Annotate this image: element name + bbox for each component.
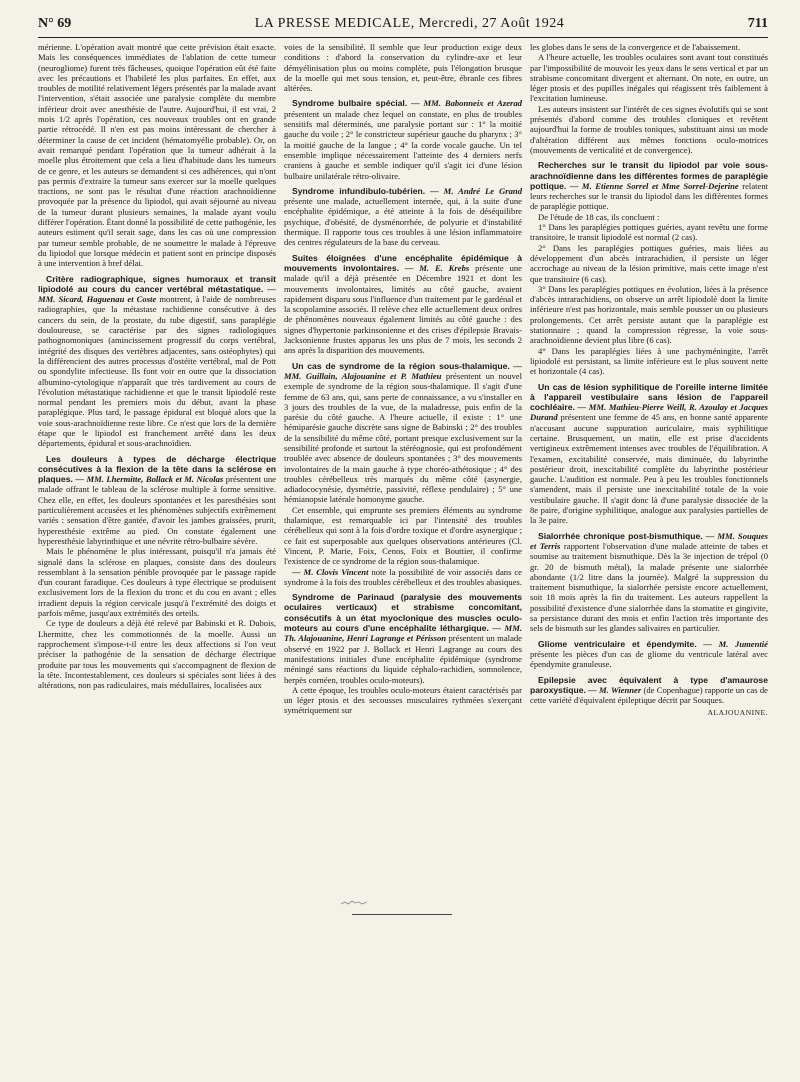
journal-title: LA PRESSE MEDICALE, Mercredi, 27 Août 1924 <box>254 16 565 31</box>
section-authors: — MM. Th. Alajouanine, Henri Lagrange et Périsson <box>284 623 522 644</box>
section <box>284 361 522 588</box>
page-number: 711 <box>747 16 768 31</box>
section-title: Un cas de lésion syphilitique de l'oreille interne limitée à l'appareil vestibulaire sans lésion de l'appareil cochléaire. <box>530 381 768 413</box>
paragraph: présentent un nouvel exemple de syndrome de la région sous-thalamique. Il s'agit d'une femme de 63 ans, qui, sans perte de connaissance, a vu s'installer en 3 jours des troubles de la vue, de la maladresse, puis enfin de la parésie du côté gauche. A l'heure actuelle, il existe : 1° une hémiparésie gauche discrète sans signe de Babinski ; 2° des troubles de la sensibilité du même côté, portant presque exclusivement sur la sensibilité profonde et surtout la stéréognosie, qui est profondément troublée avec absence de douleurs spontanées ; 3° des mouvements involontaires de la main gauche à type choréo-athétosique ; 4° des troubles cérébelleux très marqués du même côté (asynergie, adiadococynésie, dysmétrie, passivité, réflexe pendulaire) ; 5° une hémianopsie latérale homonyme gauche. <box>284 370 522 505</box>
section-authors: — MM. Guillain, Alajouanine et P. Mathieu <box>284 360 522 381</box>
section <box>530 382 768 526</box>
section <box>38 454 276 691</box>
paragraph: présentent une malade offrant le tableau de la sclérose multiple à forme sensitive. Chez elle, en effet, les douleurs spontanées et les paresthésies sont particulièrement accusées et les phénomènes subjectifs extrêmement variés : sensation d'être gantée, d'avoir les jambes graissées, prurit, hyperesthésie extrême au pied. On constate également une hyperesthésie labyrinthique et une névrite rétro-bulbaire sévère. <box>38 474 276 546</box>
paragraph: rapportent l'observation d'une malade atteinte de tabes et soumise au traitement bismuthique. Dès la 3e injection de trépol (0 gr. 20 de bismuth métal), la malade présente une sialorrhée abondante (1/2 litre dans la journée). Malgré la suppression du traitement bismuthique, la sialorrhée persiste encore actuellement, soit 18 mois après la fin du traitement. Les auteurs rappellent la possibilité d'existence d'une sialorrhée dans la stomatite et gingivite, sa persistance durant des mois et enfin l'action très importante des sels de bismuth sur les glandes salivaires en particulier. <box>530 540 768 634</box>
article-columns <box>38 42 768 897</box>
section <box>530 639 768 670</box>
list-item: 3° Dans les paraplégies pottiques en évolution, liées à la présence d'abcès intrarachidiens, on observe un arrêt lipiodolé dont la limite inférieure n'est pas horizontale, mais semble pousser un ou plusieurs prolongements. Cet arrêt persiste autant que la paraplégie est stationnaire ; quand la compression régresse, la voie sous-arachnoïdienne devient plus libre (6 cas). <box>530 283 768 346</box>
paragraph: présentent une femme de 45 ans, en bonne santé apparente n'accusant aucune suppuration auriculaire, mais syphilitique certaine. Brusquement, un matin, elle est prise d'accidents vertigineux extrêmement intenses avec troubles de l'équilibration. A l'examen, excitabilité conservée, mais diminuée, du labyrinthe postérieur droit, inexcitabilité complète du labyrinthe postérieur gauche. L'audition est normale. Peu à peu les troubles fonctionnels s'amendent, mais il persiste une inexcitabilité totale de la voie vestibulaire gauche. Il s'agit donc là d'une paralysie dissociée de la 8e paire, d'origine syphilitique, analogue aux paralysies partielles de la 3e paire. <box>530 412 768 526</box>
section-authors: — M. E. Krebs <box>404 262 470 273</box>
paragraph: présente les pièces d'un cas de gliome du ventricule latéral avec épendymite granuleuse. <box>530 648 768 670</box>
section-authors: — M. Jumentié <box>703 638 768 649</box>
section-title: Suites éloignées d'une encéphalite épidémique à mouvements involontaires. <box>284 252 522 273</box>
section-title: Gliome ventriculaire et épendymite. <box>538 638 697 649</box>
paragraph: présentent un malade chez lequel on constate, en plus de troubles sensitifs mal déterminés, une paralysie portant sur : 1° la moitié gauche du voile ; 2° le constricteur supérieur gauche du pharynx ; 3° la moitié gauche de la langue ; 4° la corde vocale gauche. Un tel ensemble implique nécessairement l'atteinte des 4 derniers nerfs craniens à gauche et semble indiquer qu'il s'agit ici d'une lésion bulbaire unilatérale rétro-olivaire. <box>284 108 522 181</box>
list-item: 4° Dans les paraplégies liées à une pachyméningite, l'arrêt lipiodolé est persistant, sa limite inférieure est le plus souvent nette et horizontale (4 cas). <box>530 345 768 377</box>
section <box>530 531 768 634</box>
section-authors: — MM. Sicard, Haguenau et Coste <box>38 283 276 305</box>
section-title: Sialorrhée chronique post-bismuthique. <box>538 530 703 541</box>
section-title: Recherches sur le transit du lipiodol par voie sous-arachnoïdienne dans les différentes formes de paraplégie pottique. <box>530 160 768 191</box>
section <box>284 98 522 180</box>
list-item: 2° Dans les paraplégies pottiques guéries, mais liées au développement d'un abcès intrarachidien, il persiste un léger accrochage au niveau de la lésion primitive, mais cette image n'est que transitoire (6 cas). <box>530 242 768 284</box>
section-authors: — M. Clovis Vincent <box>292 566 369 577</box>
section-title: Epilepsie avec équivalent à type d'amaurose paroxystique. <box>530 674 768 695</box>
section-authors: — MM. Mathieu-Pierre Weill, R. Azoulay et Jacques Durand <box>530 402 768 423</box>
paragraph: les globes dans le sens de la convergence et de l'abaissement. <box>530 42 741 52</box>
section-title: Syndrome de Parinaud (paralysie des mouvements oculaires verticaux) et strabisme concomitant, consécutifs à un état myoclonique des muscles oculo-moteurs au cours d'une encéphalite léthargique. <box>284 592 522 634</box>
column-3 <box>530 42 768 897</box>
paragraph: montrent, à l'aide de nombreuses radiographies, que la métastase rachidienne consécutive à des cancers du sein, de la prostate, du tube digestif, sans paraplégie douloureuse, se caractérise par des signes radiologiques pathognomoniques (amincissement progressif du corps vertébral, intégrité des disques des vertèbres adjacentes, sans ostéophytes) qui la différencient des autres processus d'ostéite vertébral, mal de Pott ou spondylite infectieuse. Ils font voir en outre que la dissociation albumino-cytologique n'apparaît que très tardivement au cours de l'évolution métastatique rachidienne et que le transit lipiodolé reste normal pendant les premiers mois du début, avant la phase paraplégique. Plus tard, le passage épidural est bloqué alors que la voie sous-arachnoïdienne reste libre. Ce n'est que lors de la dernière étape que le lipiodol est franchement arrêté dans les deux départements, épidural et sous-arachnoïdien. <box>38 294 276 449</box>
section <box>530 675 768 719</box>
section-title: Critère radiographique, signes humoraux et transit lipiodolé au cours du cancer vertébral métastatique. <box>38 273 276 294</box>
section-authors: — MM. Souques et Terris <box>530 530 768 551</box>
section-title: Syndrome infundibulo-tubérien. <box>292 185 426 196</box>
section-authors: — M. Etienne Sorrel et Mme Sorrel-Dejerine <box>569 180 739 191</box>
section <box>530 160 768 376</box>
footer-rule <box>352 914 452 915</box>
section-authors: — M. André Le Grand <box>430 185 522 196</box>
paragraph: présentent un malade observé en 1922 par J. Bollack et Henri Lagrange au cours des manifestations initiales d'une encéphalite épidémique (syndrome méningé sans réactions du liquide céphalo-rachidien, somnolence, herpès cornéen, troubles oculo-moteurs). <box>284 633 522 685</box>
ink-mark <box>340 900 370 906</box>
header-rule <box>38 37 768 38</box>
paragraph: voies de la sensibilité. Il semble que leur production exige deux conditions : d'abord la conservation du cylindre-axe et leur démyélinisation plus ou moins complète, puis l'élongation brusque de la moelle qui met sous tension, et, peut-être, ébranle ces fibres altérées. <box>284 42 522 94</box>
paragraph: présente une malade qu'il a déjà présentée en Décembre 1921 et dont les mouvements involontaires, limités au côté gauche, avaient rapidement disparu sous l'influence d'un traitement par le gardénal et la scopolamine associés. Il relève chez elle actuellement deux ordres de phénomènes nouveaux également limités au côté gauche : des signes d'hypertonie parkinsonienne et des crises d'épilepsie Bravais-Jacksonienne frustes apparus les uns plus de 7 mois, les seconds 2 ans après la disparition des mouvements. <box>284 262 522 356</box>
issue-number: N° 69 <box>38 16 72 31</box>
paragraph: Ce type de douleurs a déjà été relevé par Babinski et R. Dubois, Lhermitte, chez les commotionnés de la moelle. Aussi un rapprochement s'impose-t-il entre les deux affections si l'on veut préciser la pathogénie de la sensation de décharge électrique produite par tous les mouvements qui s'accompagnent de flexion de la tête. Incontestablement, ces douleurs si spéciales sont liées à des altérations, non pas radiculaires, mais médullaires, localisées aux <box>38 618 276 691</box>
section-authors: — M. Wienner <box>588 684 642 695</box>
section <box>38 274 276 449</box>
section-title: Les douleurs à types de décharge électrique consécutives à la flexion de la tête dans la sclérose en plaques. <box>38 453 276 485</box>
paragraph: Les auteurs insistent sur l'intérêt de ces signes évolutifs qui se sont présentés d'abord comme des troubles cloniques et revêtent aujourd'hui la forme de troubles toniques, substituant ainsi un mode d'altération différent aux mêmes fonctions oculo-motrices (mouvements de verticalité et de convergence). <box>530 103 768 155</box>
section-title: Un cas de syndrome de la région sous-thalamique. <box>292 360 510 371</box>
paragraph: présente une malade, actuellement internée, qui, à la suite d'une encéphalite épidémique, a été atteinte à la fois de déséquilibre psychique, d'obésité, de dysménorrhée, de polyurie et d'instabilité thermique. Il rapporte tous ces troubles à une lésion inflammatoire des centres régulateurs de la base du cerveau. <box>284 196 522 248</box>
section <box>284 592 522 716</box>
paragraph: De l'étude de 18 cas, ils concluent : <box>538 211 660 222</box>
section-title: Syndrome bulbaire spécial. <box>292 98 408 109</box>
column-1 <box>38 42 276 897</box>
page-header <box>38 16 768 36</box>
paragraph: (de Copenhague) rapporte un cas de cette variété d'équivalent épileptique décrit par Souques. <box>530 684 768 706</box>
section-authors: — MM. Lhermitte, Bollack et M. Nicolas <box>75 474 224 485</box>
paragraph: mérienne. L'opération avait montré que cette prévision était exacte. Mais les conséquences immédiates de l'ablation de cette tumeur (neurogliome) furent très fâcheuses, quoique l'opération eût été faite avec les précautions et l'habileté les plus parfaites. En effet, aux troubles de motilité relativement légers présentés par la malade avant l'intervention, s'était associée une paralysie complète du membre inférieur droit avec anesthésie de l'autre. Aujourd'hui, il est vrai, 2 mois 1/2 après l'opération, ces nouveaux troubles ont en grande partie rétrocédé. Il n'en est pas moins intéressant de chercher à déterminer la cause de cet incident (hématomyélie probable). Or, on avait remarqué pendant l'opération que la tumeur adhérait à la moelle plus étroitement que cela a lieu d'habitude dans les tumeurs de ce genre, et les auteurs se demandent si ces adhérences, qui n'ont pas permis d'extraire la tumeur sans exercer sur la moelle quelques tractions, ne sont pas le résultat d'une réaction arachnoïdienne provoquée par la présence du lipiodol, qui avait séjourné au niveau de la tumeur durant plusieurs semaines, la malade ayant voulu différer l'opération. Étant donné la possibilité de cette pathogénie, les auteurs estiment qu'il serait sage, dans les cas où une compression par tumeur semble probable, de ne soumettre le malade à l'épreuve du lipiodol que lorsque médecin et patient sont en principe disposés à une intervention à bref délai. <box>38 42 276 269</box>
paragraph: Mais le phénomène le plus intéressant, puisqu'il n'a jamais été signalé dans la sclérose en plaques, consiste dans des douleurs ressemblant à la sensation pénible provoquée par le passage rapide d'un courant faradique. Ces douleurs à type électrique se produisent exclusivement lors de la flexion du tronc et du cou en avant ; elles irradient depuis la région cervicale jusqu'à l'extrémité des doigts et parfois même, jusqu'aux extrémités des orteils. <box>38 546 276 619</box>
section-authors: — MM. Babonneix et Azerad <box>411 98 522 109</box>
section <box>284 186 522 248</box>
paragraph: Cet ensemble, qui emprunte ses premiers éléments au syndrome thalamique, est remarquable ici par l'intensité des troubles cérébelleux qui sont à la fois d'ordre toxique et d'ordre asynergique ; ce fait est superposable aux quelques observations antérieures (Cl. Vincent, P. Marie, Foix, Cenos, Foix et Bouttier, il confirme l'existence de ce syndrome de la région sous-thalamique. <box>284 504 522 567</box>
author-signature: ALAJOUANINE. <box>707 708 768 718</box>
section <box>284 253 522 356</box>
list-item: 1° Dans les paraplégies pottiques guéries, ayant revêtu une forme transitoire, le transit lipiodolé est normal (2 cas). <box>530 222 768 243</box>
paragraph: A l'heure actuelle, les troubles oculaires sont avant tout constitués par l'impossibilité de mouvoir les yeux dans le sens vertical et par un strabisme concomitant divergent et alternant. On note, en outre, un léger ptosis et des pupilles inégales qui réagissent très faiblement à l'excitation lumineuse. <box>530 52 768 104</box>
paragraph: note la possibilité de voir associés dans ce syndrome à la fois des troubles cérébelleux et des troubles abasiques. <box>284 566 522 587</box>
column-2 <box>284 42 522 897</box>
paragraph: relatent leurs recherches sur le transit du lipiodol dans les différentes formes de paraplégie pottique. <box>530 180 768 212</box>
paragraph: A cette époque, les troubles oculo-moteurs étaient caractérisés par un léger ptosis et des secousses musculaires rythmées s'exerçant symétriquement sur <box>284 684 522 716</box>
